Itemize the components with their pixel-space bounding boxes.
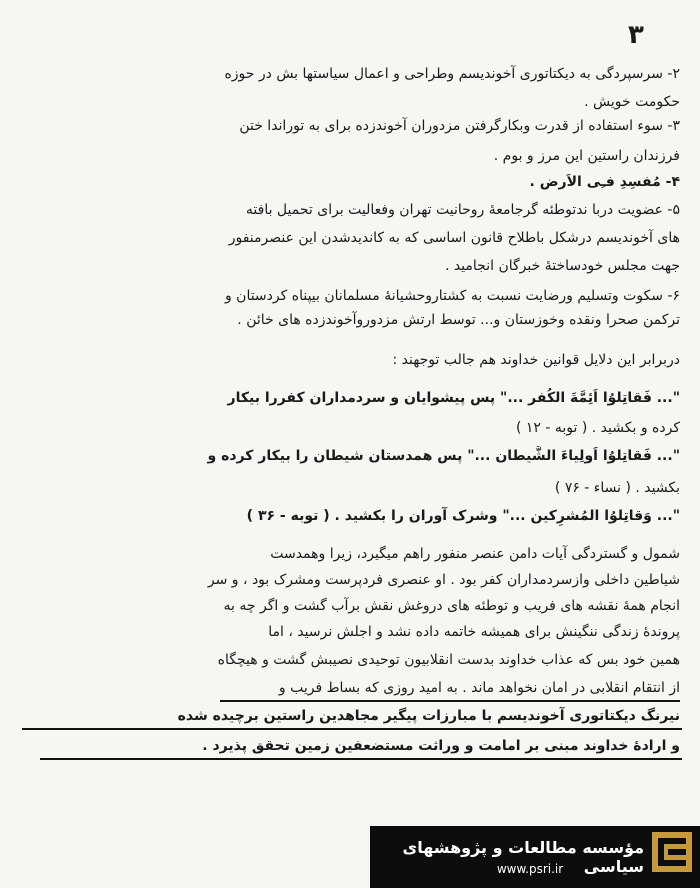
text-line-1: ۲- سرسپردگی به دیکتاتوری آخوندیسم وطراحی و اعمال سیاستها بش در حوزه (224, 66, 680, 82)
institute-url[interactable]: www.psri.ir (496, 862, 564, 876)
text-line-4: فرزندان راستین این مرز و بوم . (493, 148, 680, 164)
text-line-8: جهت مجلس خودساختهٔ خبرگان انجامید . (444, 258, 680, 274)
quote-line-3: "... وَقاتِلوُا المُشرِکین ..." وشرک آوران را بکشید . ( توبه - ۳۶ ) (246, 508, 680, 524)
text-line-5: ۴- مُفسِدِ فـِی الاَرض . (529, 174, 680, 190)
text-line-18: شیاطین داخلی وازسردمداران کفر بود . او عنصری فردپرست ومشرک بود ، و سر (207, 572, 680, 588)
underline-1 (220, 700, 680, 702)
underline-3 (40, 758, 682, 760)
text-line-20: پروندهٔ زندگی ننگینش برای همیشه خاتمه داده نشد و اجلش نرسید ، اما (268, 624, 680, 640)
text-line-3: ۳- سوء استفاده از قدرت وبکارگرفتن مزدوران آخوندزده برای به توراندا ختن (239, 118, 680, 134)
institute-name: مؤسسه مطالعات و پژوهشهای سیاسی (402, 838, 644, 876)
text-line-11: دربرابر این دلایل قوانین خداوند هم جالب توجهند : (392, 352, 680, 368)
text-line-15: بکشید . ( نساء - ۷۶ ) (554, 480, 680, 496)
text-line-23: نیرنگ دیکتاتوری آخوندیسم با مبارزات پیگیر مجاهدین راستین برچیده شده (177, 708, 680, 724)
quote-line-1: "... فَقاتِلوُا اَئِمَّةَ الکُفر ..." پس پیشوایان و سردمداران کفررا بیکار (227, 390, 680, 406)
text-line-17: شمول و گستردگی آیات دامن عنصر منفور راهم میگیرد، زیرا وهمدست (270, 546, 680, 562)
text-line-24: و ارادهٔ خداوند مبنی بر امامت و وراثت مستضعفین زمین تحقق پذیرد . (202, 738, 680, 754)
underline-2 (22, 728, 682, 730)
text-line-22: از انتقام انقلابی در امان نخواهد ماند . به امید روزی که بساط فریب و (278, 680, 680, 696)
text-line-7: های آخوندیسم درشکل باطلاح قانون اساسی که به کاندیدشدن این عنصرمنفور (228, 230, 680, 246)
text-line-19: انجام همهٔ نقشه های فریب و توطئه های دروغش نقش برآب گشت و اگر چه به (223, 598, 680, 614)
text-line-10: ترکمن صحرا ونقده وخوزستان و... توسط ارتش مزدوروآخوندزده های خائن . (237, 312, 680, 328)
text-line-21: همین خود بس که عذاب خداوند بدست انقلابیون توحیدی نصیبش گشت و هیچگاه (217, 652, 680, 668)
institute-logo-icon (652, 832, 692, 872)
quote-line-2: "... فَقاتِلوُا اَولِیاءَ الشَّیطان ..." پس همدستان شیطان را بیکار کرده و (207, 448, 680, 464)
text-line-6: ۵- عضویت دربا ندتوطئه گرجامعهٔ روحانیت تهران وفعالیت برای تحمیل بافته (245, 202, 680, 218)
text-line-13: کرده و بکشید . ( توبه - ۱۲ ) (515, 420, 680, 436)
text-line-9: ۶- سکوت وتسلیم ورضایت نسبت به کشتاروحشیانهٔ مسلمانان بیپناه کردستان و (224, 288, 680, 304)
text-line-2: حکومت خویش . (584, 94, 680, 110)
page-number: ۳ (628, 20, 644, 50)
